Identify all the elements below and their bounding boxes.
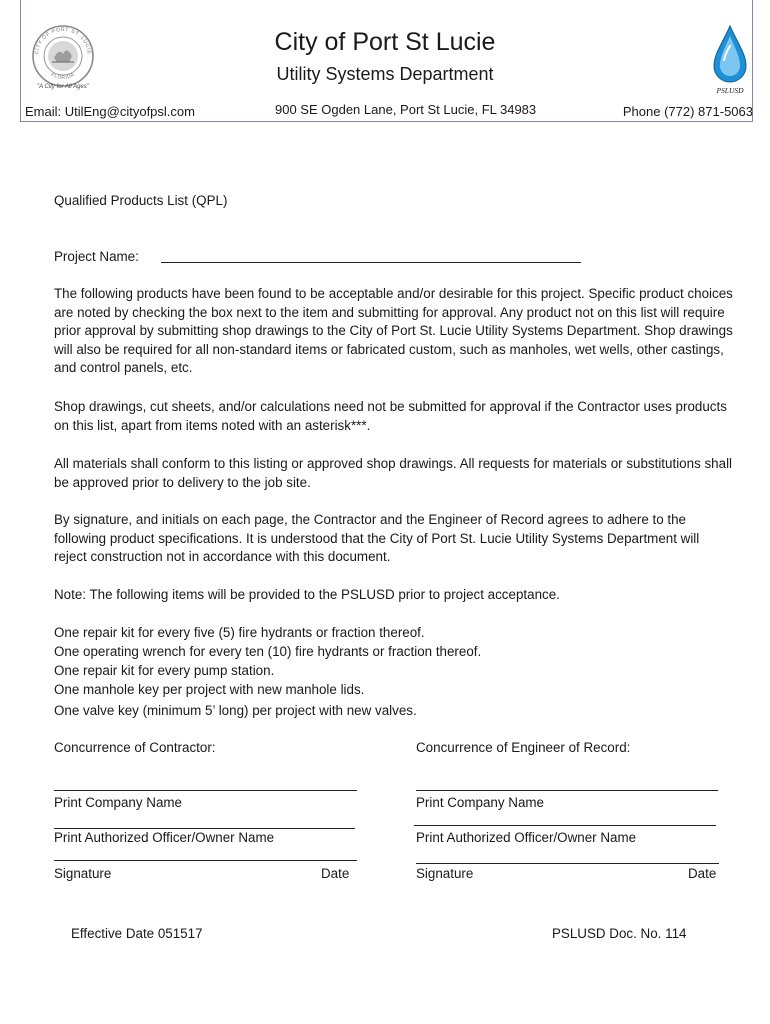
list-item: One repair kit for every five (5) fire hydrants or fraction thereof. xyxy=(54,625,425,640)
contact-address: 900 SE Ogden Lane, Port St Lucie, FL 34983 xyxy=(275,102,537,117)
project-name-label: Project Name: xyxy=(54,249,139,264)
contractor-signature-field[interactable] xyxy=(54,860,357,861)
page-title: City of Port St Lucie xyxy=(274,28,496,56)
engineer-company-field[interactable] xyxy=(416,790,718,791)
engineer-date-label: Date xyxy=(688,866,717,881)
list-item: One manhole key per project with new manhole lids. xyxy=(54,682,365,697)
paragraph-note: Note: The following items will be provided to the PSLUSD prior to project acceptance. xyxy=(54,587,560,602)
effective-date: Effective Date 051517 xyxy=(71,926,203,941)
contractor-heading: Concurrence of Contractor: xyxy=(54,740,216,755)
paragraph-shop-drawings: Shop drawings, cut sheets, and/or calculations need not be submitted for approval if the Contractor uses products on this list, apart from items noted with an asterisk***. xyxy=(54,399,727,433)
list-item: One valve key (minimum 5’ long) per project with new valves. xyxy=(54,703,417,718)
paragraph-intro: The following products have been found to be acceptable and/or desirable for this project. Specific product choices are noted by checking the box next to the item and submitting for approval. Any product not on this list will require prior approval by submitting shop drawings to the City of Port St. Lucie Utility Systems Department. Shop drawings will also be required for all non-standard items or fabricated custom, such as manholes, wet wells, other castings, and control panels, etc. xyxy=(54,286,733,375)
seal-bottom-text: FLORIDA xyxy=(49,71,77,82)
page-subtitle: Utility Systems Department xyxy=(276,64,494,84)
engineer-officer-label: Print Authorized Officer/Owner Name xyxy=(416,830,637,845)
contractor-officer-field[interactable] xyxy=(54,828,355,829)
list-item: One repair kit for every pump station. xyxy=(54,663,275,678)
project-name-field[interactable] xyxy=(161,262,581,263)
seal-ring-text: CITY OF PORT ST. LUCIE xyxy=(33,26,93,55)
contact-phone: Phone (772) 871-5063 xyxy=(622,104,753,119)
qpl-heading: Qualified Products List (QPL) xyxy=(54,193,228,208)
paragraph-signature: By signature, and initials on each page, the Contractor and the Engineer of Record agrees to adhere to the following product specifications. It is understood that the City of Port St. Lucie Utility Systems Department will reject construction not in accordance with this document. xyxy=(54,512,700,564)
engineer-heading: Concurrence of Engineer of Record: xyxy=(416,740,631,755)
engineer-signature-field[interactable] xyxy=(416,863,719,864)
engineer-company-label: Print Company Name xyxy=(416,795,545,810)
list-item: One operating wrench for every ten (10) fire hydrants or fraction thereof. xyxy=(54,644,482,659)
engineer-signature-label: Signature xyxy=(416,866,474,881)
contractor-signature-label: Signature xyxy=(54,866,112,881)
document-number: PSLUSD Doc. No. 114 xyxy=(552,926,687,941)
paragraph-materials: All materials shall conform to this listing or approved shop drawings. All requests for materials or substitutions shall be approved prior to delivery to the job site. xyxy=(54,456,733,490)
contractor-date-label: Date xyxy=(321,866,350,881)
contractor-company-label: Print Company Name xyxy=(54,795,183,810)
contractor-company-field[interactable] xyxy=(54,790,357,791)
logo-label: PSLUSD xyxy=(716,86,744,95)
contractor-officer-label: Print Authorized Officer/Owner Name xyxy=(54,830,275,845)
contact-email: Email: UtilEng@cityofpsl.com xyxy=(25,104,195,119)
seal-motto: "A City for All Ages" xyxy=(37,84,89,90)
engineer-officer-field[interactable] xyxy=(414,825,716,826)
